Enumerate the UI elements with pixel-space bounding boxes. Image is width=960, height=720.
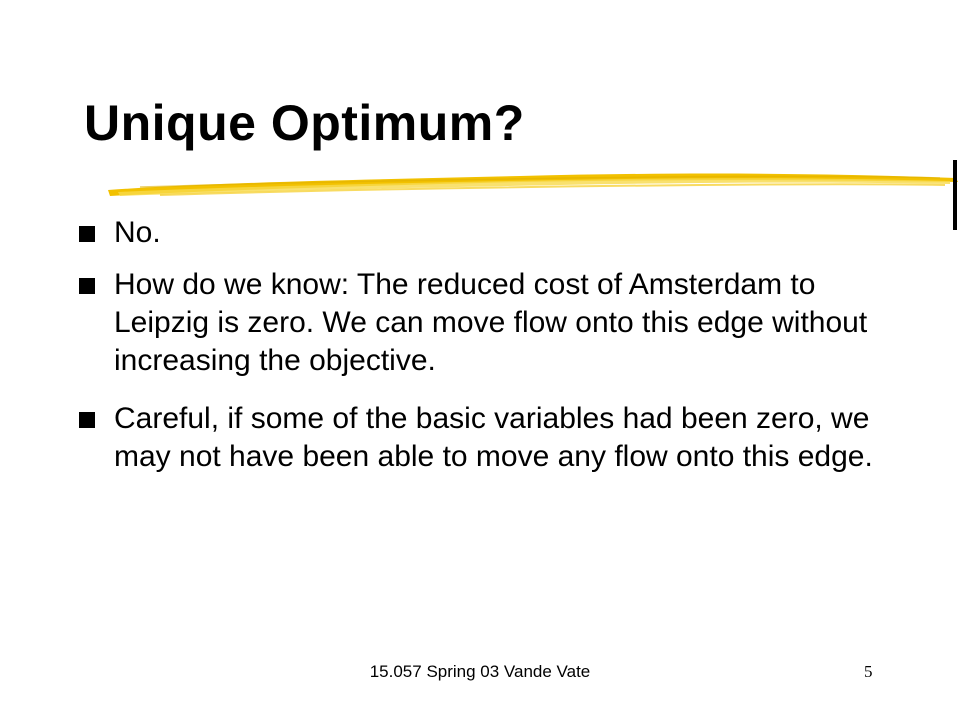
bullet-text: Careful, if some of the basic variables had been zero, we may not have been able to move any flow onto this edge. — [114, 402, 873, 473]
bullet-item — [76, 214, 876, 252]
title-brush-underline — [100, 160, 960, 208]
slide-title: Unique Optimum? — [84, 95, 525, 151]
bullet-item — [76, 266, 876, 380]
square-bullet-icon — [79, 412, 95, 428]
bullet-item — [76, 400, 876, 476]
title-vertical-bar — [953, 160, 957, 230]
slide-footer: 15.057 Spring 03 Vande Vate — [369, 662, 591, 681]
page-number: 5 — [864, 662, 873, 681]
square-bullet-icon — [79, 278, 95, 294]
square-bullet-icon — [79, 226, 95, 242]
bullet-text: No. — [114, 216, 161, 249]
bullet-list — [76, 214, 876, 490]
bullet-text: How do we know: The reduced cost of Amsterdam to Leipzig is zero. We can move flow onto this edge without increasing the objective. — [114, 268, 868, 377]
